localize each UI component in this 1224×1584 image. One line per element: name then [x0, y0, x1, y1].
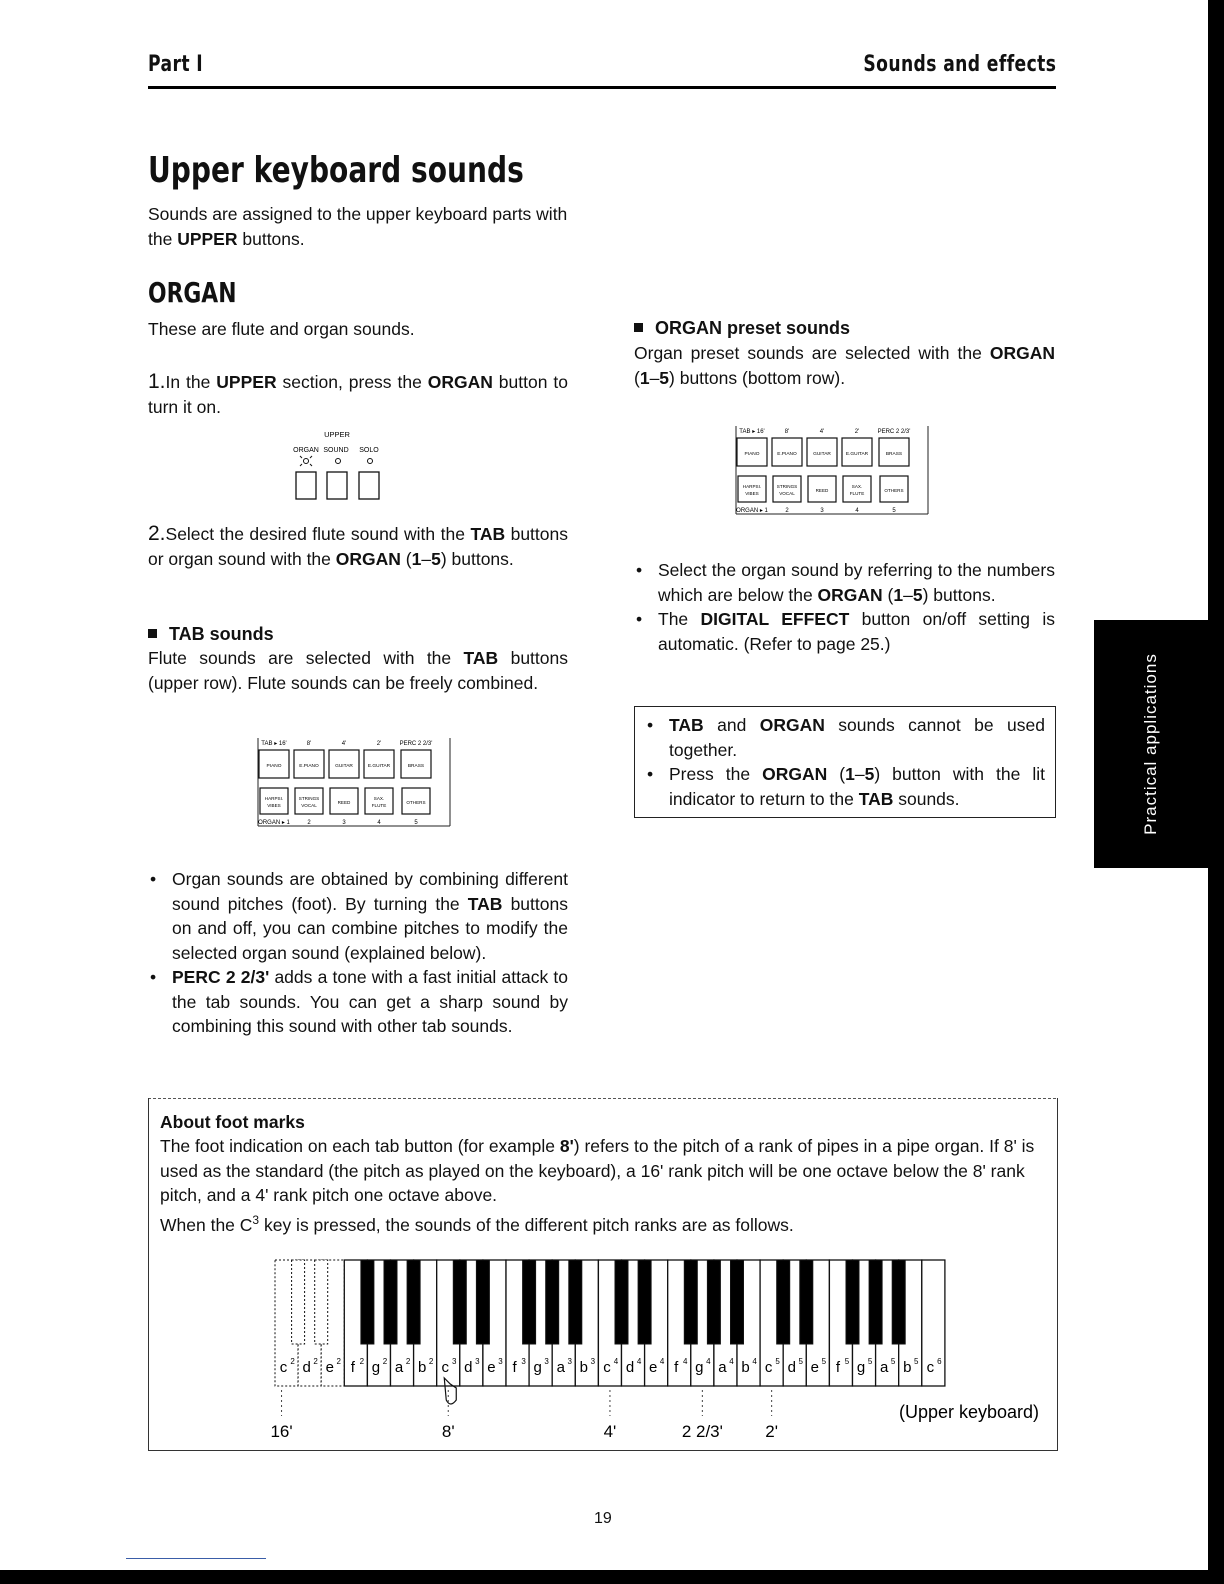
key-octave-e4: 4 [659, 1357, 665, 1366]
black-key-a4-sharp [731, 1260, 744, 1344]
black-key-f3-sharp [523, 1260, 536, 1344]
organ-preset-text: Organ preset sounds are selected with the ORGAN (1–5) buttons (bottom row). [634, 343, 1055, 388]
organ-panel-bottom-label-2: STRINGS [776, 484, 798, 489]
organ-panel-organ-number-5: 5 [892, 508, 896, 514]
key-octave-b5: 5 [914, 1357, 919, 1366]
intro-text: Sounds are assigned to the upper keyboard parts with the UPPER buttons. [148, 204, 568, 249]
key-octave-b2: 2 [428, 1357, 434, 1366]
keyboard-diagram [149, 1098, 1057, 1450]
key-label-g3: g [533, 1359, 542, 1376]
key-label-f5: f [835, 1359, 841, 1376]
key-label-g4: g [695, 1359, 704, 1376]
organ-button[interactable] [296, 472, 316, 499]
key-label-b3: b [579, 1359, 589, 1376]
note-return-tab: • Press the ORGAN (1–5) button with the lit indicator to return to the TAB sounds. [645, 762, 1045, 811]
bullet-refer-numbers: • Select the organ sound by referring to the numbers which are below the ORGAN (1–5) buttons. [634, 558, 1055, 607]
black-key-d5-sharp [800, 1260, 813, 1344]
organ-panel-tab-label-4: 2' [854, 429, 860, 435]
bullet-combine: • Organ sounds are obtained by combining different sound pitches (foot). By turning the TAB buttons on and off, you can combine pitches to modify the selected organ sound (explained below). [148, 867, 568, 965]
key-label-d4: d [625, 1359, 635, 1376]
tab-panel-organ-number-1: ORGAN ▸ 1 [258, 820, 290, 826]
organ-panel-tab-label-2: 8' [784, 429, 790, 435]
tab-panel-tab-label-2: 8' [306, 741, 312, 747]
key-label-b4: b [741, 1359, 750, 1376]
key-octave-a3: 3 [567, 1357, 572, 1366]
key-label-c5: c [764, 1359, 773, 1376]
key-label-c6: c [926, 1359, 935, 1376]
organ-panel-bottom-label-5: OTHERS [884, 488, 904, 493]
tab-panel-bottom-label-2: VOCAL [301, 803, 317, 808]
key-label-b2: b [417, 1359, 427, 1376]
organ-panel-top-label-4: E.GUITAR [845, 452, 869, 457]
tab-panel-bottom-label-2: STRINGS [298, 796, 320, 801]
pitch-mark-2: 8' [441, 1422, 455, 1441]
tab-panel-bottom-label-4: FLUTE [371, 803, 387, 808]
foot-marks-box [148, 1098, 1058, 1451]
key-octave-d3: 3 [475, 1357, 480, 1366]
key-octave-f5: 5 [844, 1357, 850, 1366]
organ-panel-bottom-label-1: VIBES [745, 491, 759, 496]
black-key-d3-sharp [476, 1260, 489, 1344]
black-key-g2-sharp [384, 1260, 397, 1344]
upper-panel-diagram [290, 428, 390, 504]
key-octave-f4: 4 [683, 1357, 688, 1366]
black-key-c4-sharp [615, 1260, 628, 1344]
tab-panel-bottom-label-1: VIBES [267, 803, 281, 808]
indicator-sound [336, 459, 341, 464]
black-key-g5-sharp [869, 1260, 882, 1344]
foot-marks-heading: About foot marks [160, 1112, 305, 1132]
key-octave-c5: 5 [775, 1357, 780, 1366]
black-key-g4-sharp [707, 1260, 720, 1344]
tab-panel-tab-label-1: TAB ▸ 16' [261, 741, 287, 747]
organ-panel-organ-number-3: 3 [820, 508, 824, 514]
key-octave-d2: 2 [313, 1357, 318, 1366]
preset-bullets [634, 558, 1055, 656]
bullet-digital-effect: • The DIGITAL EFFECT button on/off setting is automatic. (Refer to page 25.) [634, 607, 1055, 656]
organ-panel-top-label-3: GUITAR [813, 452, 831, 457]
key-octave-e3: 3 [498, 1357, 503, 1366]
solo-button[interactable] [359, 472, 379, 499]
key-label-d2: d [302, 1359, 311, 1376]
organ-panel-tab-label-1: TAB ▸ 16' [739, 429, 765, 435]
scan-mark [126, 1558, 266, 1559]
key-octave-d5: 5 [798, 1357, 803, 1366]
note-box [634, 706, 1056, 818]
upper-panel-label: UPPER [324, 430, 350, 439]
tab-panel-bottom-button-2[interactable] [295, 788, 323, 814]
pitch-mark-5: 2' [765, 1422, 779, 1441]
key-label-d3: d [464, 1359, 473, 1376]
tab-panel-top-label-4: E.GUITAR [367, 764, 391, 769]
black-key-g3-sharp [546, 1260, 559, 1344]
key-octave-e5: 5 [821, 1357, 827, 1366]
tab-panel-organ-number-3: 3 [342, 820, 346, 826]
key-octave-c3: 3 [452, 1357, 457, 1366]
step-1: 1.In the UPPER section, press the ORGAN button to turn it on. [148, 370, 568, 417]
key-octave-d4: 4 [636, 1357, 642, 1366]
organ-panel-bottom-label-1: HARPSI. [742, 484, 762, 489]
pitch-mark-3: 4' [603, 1422, 617, 1441]
tab-panel-tab-label-5: PERC 2 2/3' [399, 741, 433, 747]
black-key-a5-sharp [892, 1260, 905, 1344]
tab-panel-bottom-label-4: SAX. [373, 796, 385, 801]
organ-panel-bottom-label-3: REED [815, 488, 829, 493]
key-octave-b4: 4 [752, 1357, 757, 1366]
key-label-e5: e [810, 1359, 820, 1376]
key-label-c3: c [441, 1359, 449, 1376]
tab-panel-top-label-3: GUITAR [335, 764, 353, 769]
key-label-g2: g [371, 1359, 381, 1376]
key-label-a4: a [718, 1359, 727, 1376]
organ-panel-diagram [732, 422, 942, 518]
tab-panel-organ-number-2: 2 [307, 820, 311, 826]
black-key-f4-sharp [684, 1260, 697, 1344]
black-key-a3-sharp [569, 1260, 582, 1344]
tab-panel-organ-number-5: 5 [414, 820, 418, 826]
key-label-b5: b [903, 1359, 912, 1376]
panel-label-organ: ORGAN [293, 447, 319, 454]
key-octave-a2: 2 [405, 1357, 411, 1366]
black-key-a2-sharp [407, 1260, 420, 1344]
key-label-a2: a [394, 1359, 404, 1376]
organ-panel-top-label-1: PIANO [744, 452, 760, 457]
key-octave-c2: 2 [290, 1357, 295, 1366]
black-key-f5-sharp [846, 1260, 859, 1344]
organ-panel-organ-number-2: 2 [785, 508, 789, 514]
organ-panel-tab-label-5: PERC 2 2/3' [877, 429, 911, 435]
tab-panel-bottom-label-1: HARPSI. [264, 796, 284, 801]
organ-panel-bottom-label-4: SAX. [851, 484, 863, 489]
step-2: 2.Select the desired flute sound with the TAB buttons or organ sound with the ORGAN (1–5) buttons. [148, 522, 568, 569]
organ-panel-tab-label-3: 4' [819, 429, 825, 435]
black-key-c3-sharp [453, 1260, 466, 1344]
organ-heading: ORGAN [148, 276, 237, 309]
key-label-f2: f [350, 1359, 355, 1376]
key-label-c2: c [279, 1359, 288, 1376]
key-label-a3: a [556, 1359, 565, 1376]
tab-panel-top-label-1: PIANO [266, 764, 282, 769]
organ-preset-heading: ORGAN preset sounds [634, 316, 850, 341]
sound-button[interactable] [327, 472, 347, 499]
note-cannot-combine: • TAB and ORGAN sounds cannot be used together. [645, 713, 1045, 762]
key-octave-g3: 3 [544, 1357, 549, 1366]
panel-label-solo: SOLO [359, 447, 379, 454]
black-key-c2-sharp [292, 1260, 305, 1344]
organ-bullets [148, 867, 568, 1039]
tab-panel-diagram [254, 734, 464, 830]
foot-marks-text: The foot indication on each tab button (for example 8') refers to the pitch of a rank of pipes in a pipe organ. If 8' is used as the standard (the pitch as played on the keyboard), a 16' rank pitch will be one octave below the 8' rank pitch, and a 4' rank pitch one octave above. When the $C^3$ key is pressed, the sounds of the different pitch ranks are as follows. [160, 1136, 1035, 1235]
tab-panel-bottom-button-1[interactable] [260, 788, 288, 814]
section-side-tab [1094, 620, 1208, 868]
key-label-a5: a [879, 1359, 889, 1376]
page-edge-bottom [0, 1570, 1224, 1584]
key-octave-c6: 6 [937, 1357, 942, 1366]
organ-panel-top-label-5: BRASS [885, 452, 903, 457]
key-octave-f3: 3 [521, 1357, 526, 1366]
black-key-d2-sharp [315, 1260, 328, 1344]
key-octave-f2: 2 [359, 1357, 365, 1366]
key-octave-c4: 4 [613, 1357, 619, 1366]
organ-panel-bottom-button-4[interactable] [843, 476, 871, 502]
key-label-f3: f [512, 1359, 517, 1376]
key-label-f4: f [674, 1359, 679, 1376]
organ-panel-bottom-button-2[interactable] [773, 476, 801, 502]
organ-panel-top-label-2: E.PIANO [777, 452, 797, 457]
pitch-mark-1: 16' [270, 1422, 293, 1441]
page-number: 19 [594, 1510, 612, 1527]
organ-desc: These are flute and organ sounds. [148, 319, 415, 339]
key-octave-a4: 4 [729, 1357, 734, 1366]
organ-panel-organ-number-4: 4 [855, 508, 859, 514]
keyboard-caption: (Upper keyboard) [898, 1402, 1040, 1422]
tab-panel-top-label-5: BRASS [407, 764, 425, 769]
key-octave-a5: 5 [890, 1357, 896, 1366]
key-octave-g5: 5 [867, 1357, 873, 1366]
key-octave-g4: 4 [706, 1357, 711, 1366]
key-label-g5: g [856, 1359, 866, 1376]
tab-sounds-heading: TAB sounds [148, 622, 274, 647]
bullet-perc: • PERC 2 2/3' adds a tone with a fast initial attack to the tab sounds. You can get a sharp sound by combining this sound with other tab sounds. [148, 965, 568, 1039]
header-section: Sounds and effects [863, 52, 1056, 77]
black-key-f2-sharp [361, 1260, 374, 1344]
tab-sounds-text: Flute sounds are selected with the TAB buttons (upper row). Flute sounds can be freely combined. [148, 648, 568, 693]
key-label-e4: e [648, 1359, 658, 1376]
pitch-mark-4: 2 2/3' [681, 1422, 723, 1441]
tab-panel-bottom-label-3: REED [337, 800, 351, 805]
organ-panel-bottom-label-2: VOCAL [779, 491, 795, 496]
black-key-d4-sharp [638, 1260, 651, 1344]
organ-panel-organ-number-1: ORGAN ▸ 1 [736, 508, 768, 514]
header-rule [148, 86, 1056, 89]
panel-label-sound: SOUND [323, 447, 349, 454]
key-label-e2: e [325, 1359, 334, 1376]
tab-panel-tab-label-3: 4' [341, 741, 347, 747]
key-label-d5: d [787, 1359, 796, 1376]
tab-panel-bottom-label-5: OTHERS [406, 800, 426, 805]
tab-panel-organ-number-4: 4 [377, 820, 381, 826]
header-part: Part I [148, 52, 204, 77]
tab-panel-tab-label-4: 2' [376, 741, 382, 747]
page-edge-right [1208, 0, 1224, 1584]
key-octave-b3: 3 [590, 1357, 596, 1366]
black-key-c5-sharp [777, 1260, 790, 1344]
page-title: Upper keyboard sounds [148, 150, 524, 191]
key-label-c4: c [603, 1359, 611, 1376]
key-octave-g2: 2 [382, 1357, 388, 1366]
tab-panel-top-label-2: E.PIANO [299, 764, 319, 769]
tab-panel-bottom-button-4[interactable] [365, 788, 393, 814]
organ-panel-bottom-label-4: FLUTE [849, 491, 865, 496]
organ-panel-bottom-button-1[interactable] [738, 476, 766, 502]
indicator-solo [368, 459, 373, 464]
lit-indicator-icon [300, 456, 312, 466]
key-octave-e2: 2 [336, 1357, 341, 1366]
key-label-e3: e [487, 1359, 496, 1376]
side-tab-label: Practical applications [1141, 653, 1160, 835]
